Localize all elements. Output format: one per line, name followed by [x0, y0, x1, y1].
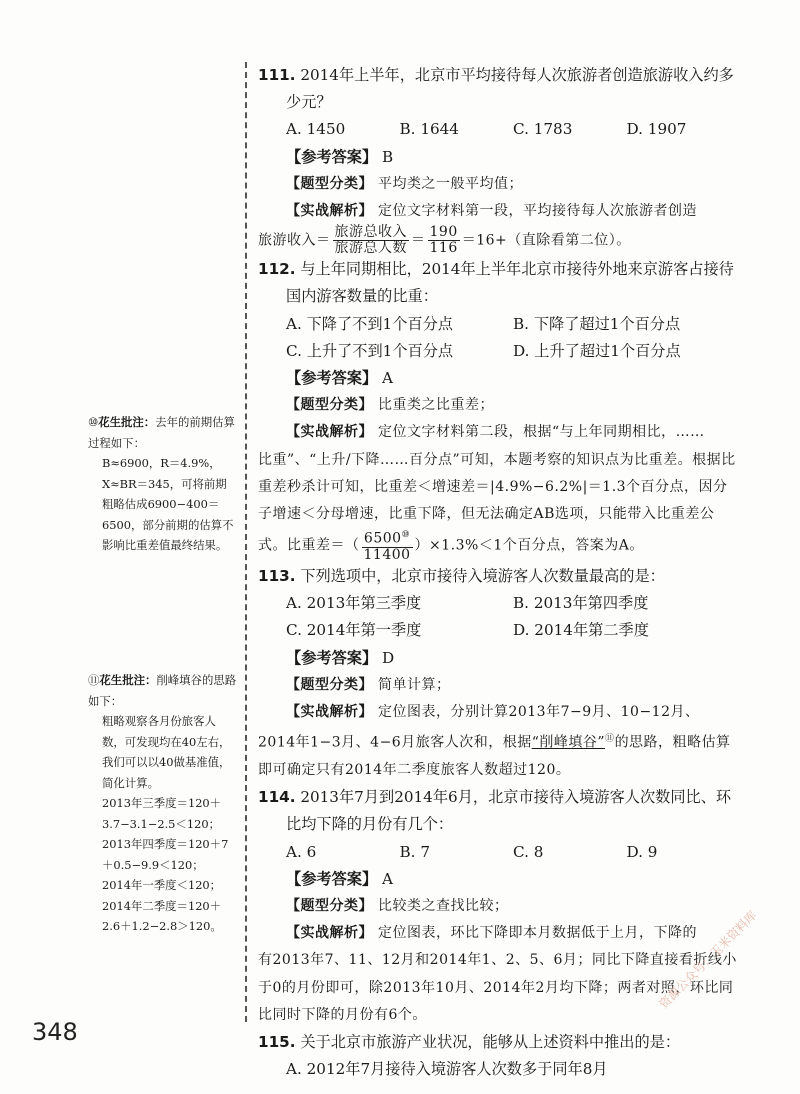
analysis-text: ）×1.3%＜1个百分点，答案为A。: [414, 537, 644, 554]
question-text: 2014年上半年，北京市平均接待每人次旅游者创造旅游收入约多少元？: [286, 66, 734, 112]
question-115: [258, 1029, 740, 1056]
answer-row: [258, 144, 740, 171]
analysis-tag: 【实战解析】: [286, 203, 373, 220]
type: 平均类之一般平均值；: [377, 175, 523, 192]
option: C. 1783: [513, 120, 573, 139]
type: 比较类之查找比较；: [377, 898, 509, 914]
analysis-tag: 【实战解析】: [286, 424, 373, 441]
question-number: 113.: [258, 566, 296, 585]
question-text: 下列选项中，北京市接待入境游客人次数量最高的是：: [300, 566, 665, 585]
options-113: [258, 590, 740, 644]
answer: A: [381, 369, 393, 388]
analysis-text: 定位图表，环比下降即本月数据低于上月，下降的: [377, 925, 697, 942]
note-mark: ⑩: [88, 415, 99, 429]
answer-tag: 【参考答案】: [286, 147, 378, 166]
question-number: 112.: [258, 260, 296, 279]
analysis-tag: 【实战解析】: [286, 703, 373, 720]
column-divider: [245, 62, 247, 1022]
denominator: 11400: [363, 546, 411, 563]
answer-tag: 【参考答案】: [286, 648, 378, 667]
type-row: [258, 171, 740, 198]
side-note-10: [88, 412, 238, 556]
option: D. 上升了超过1个百分点: [513, 341, 681, 360]
denominator: 116: [429, 240, 458, 257]
analysis: [258, 419, 740, 562]
option: C. 上升了不到1个百分点: [286, 341, 454, 360]
analysis-text: 定位文字材料第二段，根据“与上年同期相比，……: [377, 424, 705, 441]
option: B. 下降了超过1个百分点: [513, 314, 681, 333]
fraction: [333, 225, 410, 256]
numerator-value: 6500: [363, 530, 402, 547]
note-calc: 2014年二季度＝120＋2.6＋1.2−2.8＞120。: [102, 898, 222, 933]
analysis: [258, 920, 740, 1029]
answer-tag: 【参考答案】: [286, 869, 378, 888]
analysis: [258, 699, 740, 784]
option: C. 2014年第一季度: [286, 621, 422, 640]
page-number: 348: [32, 1018, 78, 1046]
options-112: [258, 311, 740, 365]
watermark: 资源公众号：玉米资料库: [656, 908, 760, 1012]
note-tag: 花生批注：: [98, 415, 156, 429]
question-114: [258, 784, 740, 838]
type-tag: 【题型分类】: [286, 898, 373, 914]
type-tag: 【题型分类】: [286, 175, 373, 192]
analysis-text: 2014年1−3月、4−6月旅客人次和，根据: [258, 734, 532, 751]
answer: A: [381, 869, 393, 888]
analysis-text: 定位文字材料第一段，平均接待每人次旅游者创造: [377, 203, 697, 220]
analysis: [258, 198, 740, 256]
option: A. 2012年7月接待入境游客人次数多于同年8月: [286, 1060, 608, 1079]
type-row: [258, 672, 740, 699]
question-number: 114.: [258, 788, 296, 807]
numerator: [362, 528, 413, 548]
analysis-text: 旅游收入＝: [258, 232, 331, 249]
option: A. 6: [286, 842, 317, 861]
type: 比重类之比重差；: [377, 397, 494, 414]
note-calc: 2013年三季度＝120＋3.7−3.1−2.5＜120；: [102, 796, 222, 831]
footnote-mark: ⑪: [605, 734, 615, 745]
analysis-text: ＝16+（直除看第二位）。: [461, 232, 631, 249]
options-114: [258, 839, 740, 866]
option: B. 7: [399, 842, 430, 861]
side-note-11: [88, 670, 238, 937]
highlight: “削峰填谷”: [531, 734, 606, 751]
question-111: [258, 62, 740, 116]
option: D. 1907: [626, 120, 687, 139]
option: B. 1644: [399, 120, 459, 139]
type-row: [258, 392, 740, 419]
question-number: 111.: [258, 66, 296, 84]
option: C. 8: [513, 842, 544, 861]
analysis-text: 有2013年7、11、12月和2014年1、2、5、6月；同比下降直接看折线小于0的月份即可，除2013年10月、2014年2月均下降；两者对照，环比同比同时下降的月份有6个。: [258, 952, 737, 1023]
equals: ＝: [411, 232, 426, 249]
option: D. 9: [626, 842, 658, 861]
question-text: 2013年7月到2014年6月，北京市接待入境游客人次数同比、环比均下降的月份有几个：: [286, 788, 732, 834]
footnote-mark: ⑩: [401, 530, 411, 541]
denominator: 旅游总人数: [334, 240, 407, 257]
answer-row: [258, 365, 740, 392]
type-tag: 【题型分类】: [286, 676, 373, 693]
note-text: 削峰填谷的思路如下：: [88, 673, 237, 708]
question-112: [258, 256, 740, 310]
note-tag: 花生批注：: [99, 673, 157, 687]
note-calc: 2013年四季度＝120＋7＋0.5−9.9＜120；: [102, 837, 229, 872]
note-mark: ⑪: [88, 673, 100, 687]
numerator: 旅游总收入: [334, 224, 407, 241]
numerator: 190: [429, 224, 458, 241]
answer-row: [258, 866, 740, 893]
fraction: [362, 528, 413, 563]
analysis-text: 比重”、“上升/下降……百分点”可知，本题考察的知识点为比重差。根据比重差秒杀计可知，比重差＜增速差＝|4.9%−6.2%|＝1.3个百分点，因分子增速＜分母增速，比重下降，但无法确定AB选项，只能带入比重差公式。比重差＝（: [258, 451, 736, 554]
note-text: 粗略观察各月份旅客人数，可发现均在40左右，我们可以以40做基准值，简化计算。: [102, 714, 231, 790]
answer: D: [381, 648, 395, 667]
question-text: 与上年同期相比，2014年上半年北京市接待外地来京游客占接待国内游客数量的比重：: [286, 260, 734, 306]
fraction: [428, 225, 460, 256]
option: B. 2013年第四季度: [513, 594, 649, 613]
type: 简单计算；: [377, 676, 451, 693]
type-tag: 【题型分类】: [286, 397, 373, 414]
type-row: [258, 893, 740, 920]
question-113: [258, 563, 740, 590]
note-text: B≈6900，R＝4.9%，X≈BR＝345，可将前期粗略估成6900−400＝6500，部分前期的估算不影响比重差值最终结果。: [102, 456, 234, 552]
options-115: [258, 1056, 740, 1083]
option: A. 1450: [286, 120, 346, 139]
note-text: 去年的前期估算过程如下：: [88, 415, 235, 450]
answer-tag: 【参考答案】: [286, 369, 378, 388]
analysis-text: 的思路，粗略估算即可确定只有2014年二季度旅客人数超过120。: [258, 734, 731, 778]
main-column: [258, 62, 740, 1083]
answer: B: [381, 147, 394, 166]
options-111: [258, 116, 740, 143]
analysis-tag: 【实战解析】: [286, 925, 373, 942]
question-text: 关于北京市旅游产业状况，能够从上述资料中推出的是：: [300, 1033, 680, 1052]
option: A. 下降了不到1个百分点: [286, 314, 453, 333]
option: A. 2013年第三季度: [286, 594, 422, 613]
analysis-text: 定位图表，分别计算2013年7−9月、10−12月、: [377, 703, 700, 720]
question-number: 115.: [258, 1033, 296, 1052]
option: D. 2014年第二季度: [513, 621, 649, 640]
answer-row: [258, 645, 740, 672]
note-calc: 2014年一季度＜120；: [102, 878, 222, 892]
